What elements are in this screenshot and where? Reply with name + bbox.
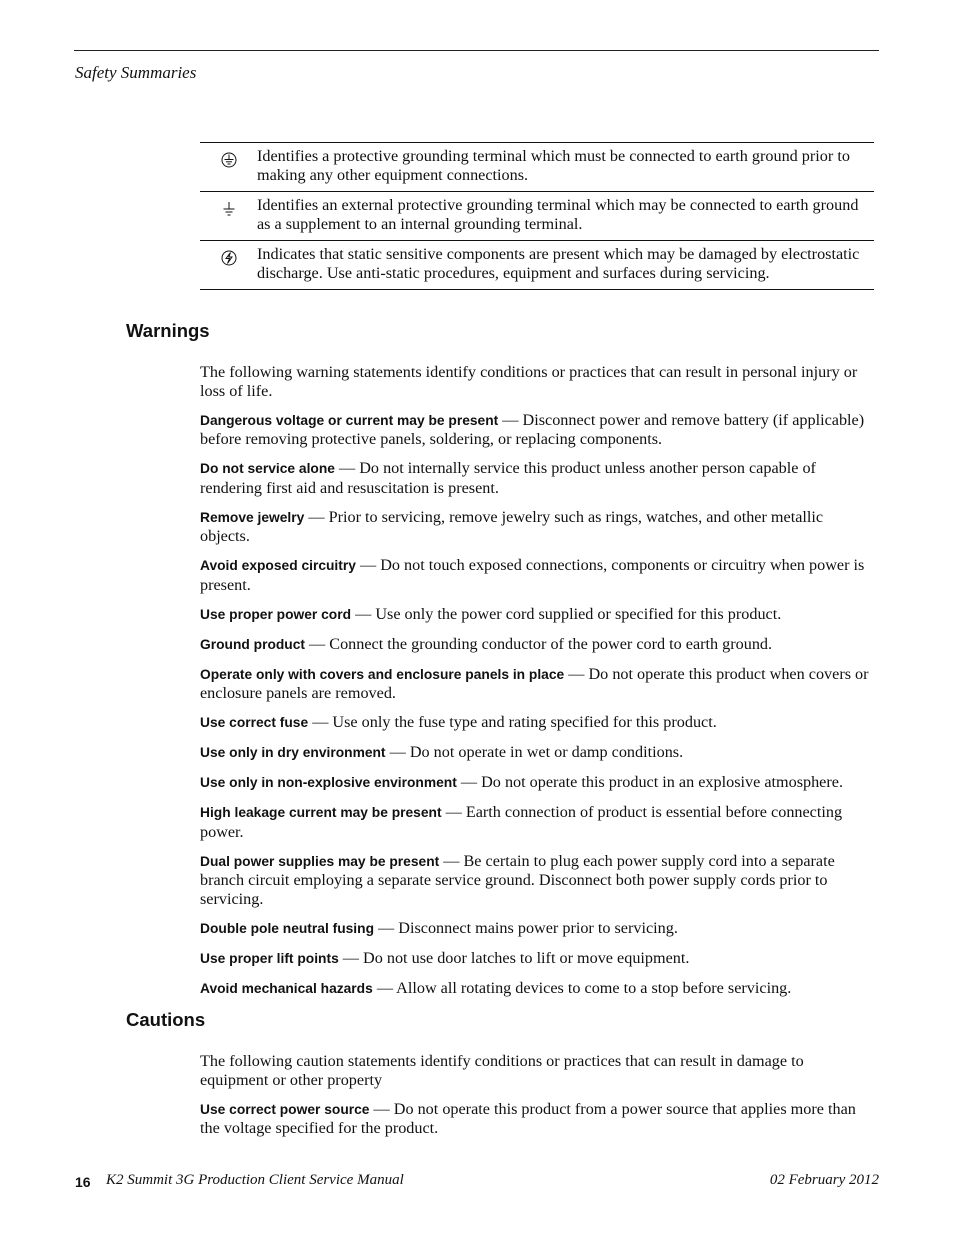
statement-item <box>200 713 876 733</box>
statement-text: — Disconnect mains power prior to servicing. <box>374 918 678 937</box>
statement-text: — Allow all rotating devices to come to a stop before servicing. <box>372 978 792 997</box>
statement-text: — Do not internally service this product unless another person capable of rendering first aid and resuscitation is present. <box>200 459 816 497</box>
footer-date: 02 February 2012 <box>769 1172 879 1188</box>
statement-text: — Use only the fuse type and rating specified for this product. <box>308 713 717 731</box>
statement-label: High leakage current may be present <box>200 805 442 820</box>
cautions-intro: The following caution statements identify conditions or practices that can result in damage to equipment or other property <box>200 1052 804 1089</box>
statement-label: Use only in non-explosive environment <box>200 775 457 790</box>
statement-label: Use only in dry environment <box>200 745 386 760</box>
symbol-description: Identifies a protective grounding terminal which must be connected to earth ground prior to making any other equipment connections. <box>257 147 850 184</box>
cautions-body <box>200 1052 876 1148</box>
statement-item <box>200 556 876 594</box>
symbol-row <box>200 240 874 290</box>
statement-text: — Use only the power cord supplied or specified for this product. <box>351 604 782 623</box>
statement-text: — Connect the grounding conductor of the power cord to earth ground. <box>305 634 773 653</box>
statement-label: Remove jewelry <box>200 509 305 525</box>
statement-label: Avoid exposed circuitry <box>200 558 356 573</box>
statement-item <box>200 635 876 655</box>
esd-icon <box>200 245 257 282</box>
statement-label: Double pole neutral fusing <box>200 920 374 936</box>
protective-ground-icon <box>200 147 257 184</box>
statement-label: Avoid mechanical hazards <box>200 980 373 996</box>
symbol-description: Identifies an external protective grounding terminal which may be connected to earth ground as a supplement to an internal grounding terminal. <box>257 196 859 233</box>
footer-title: K2 Summit 3G Production Client Service Manual <box>106 1172 404 1188</box>
statement-text: — Disconnect power and remove battery (if applicable) before removing protective panels, soldering, or replacing components. <box>200 410 865 448</box>
statement-item <box>200 803 876 841</box>
statement-label: Do not service alone <box>200 461 335 476</box>
statement-text: — Prior to servicing, remove jewelry such as rings, watches, and other metallic objects. <box>200 507 824 545</box>
statement-label: Dangerous voltage or current may be present <box>200 412 499 428</box>
statement-item <box>200 919 876 939</box>
statement-item <box>200 743 876 763</box>
statement-label: Ground product <box>200 636 305 652</box>
statement-item <box>200 852 876 909</box>
header-rule <box>74 50 879 51</box>
statement-text: — Do not touch exposed connections, components or circuitry when power is present. <box>200 556 865 594</box>
statement-text: — Do not operate this product from a power source that applies more than the voltage specified for the product. <box>200 1099 856 1137</box>
statement-item <box>200 411 876 449</box>
symbol-description: Indicates that static sensitive components are present which may be damaged by electrostatic discharge. Use anti-static procedures, equipment and surfaces during servicing. <box>257 245 860 282</box>
statement-item <box>200 949 876 969</box>
statement-item <box>200 979 876 999</box>
statement-item <box>200 605 876 625</box>
earth-ground-icon <box>200 196 257 233</box>
statement-text: — Do not operate this product when covers or enclosure panels are removed. <box>200 664 869 702</box>
statement-text: — Be certain to plug each power supply cord into a separate branch circuit employing a separate service ground. Disconnect both power supply cords prior to servicing. <box>200 851 835 908</box>
statement-item <box>200 508 876 546</box>
statement-label: Use correct fuse <box>200 715 309 730</box>
statement-item <box>200 773 876 793</box>
symbol-table <box>200 142 874 290</box>
warnings-intro: The following warning statements identify conditions or practices that can result in personal injury or loss of life. <box>200 363 858 400</box>
symbol-row <box>200 191 874 240</box>
warnings-body <box>200 363 876 1009</box>
statement-text: — Do not operate this product in an explosive atmosphere. <box>456 773 843 791</box>
statement-text: — Do not use door latches to lift or move equipment. <box>338 948 690 967</box>
symbol-row <box>200 142 874 191</box>
statement-item <box>200 459 876 497</box>
statement-text: — Earth connection of product is essential before connecting power. <box>200 803 843 841</box>
statement-item <box>200 1100 876 1138</box>
warnings-heading: Warnings <box>126 320 210 341</box>
page-number: 16 <box>75 1174 91 1190</box>
cautions-heading: Cautions <box>126 1009 206 1030</box>
statement-label: Use proper lift points <box>200 950 339 966</box>
statement-label: Use correct power source <box>200 1101 370 1117</box>
running-head: Safety Summaries <box>75 63 197 82</box>
statement-label: Dual power supplies may be present <box>200 853 440 869</box>
statement-label: Operate only with covers and enclosure panels in place <box>200 666 565 682</box>
statement-label: Use proper power cord <box>200 606 352 622</box>
statement-text: — Do not operate in wet or damp conditions. <box>385 743 684 761</box>
statement-item <box>200 665 876 703</box>
